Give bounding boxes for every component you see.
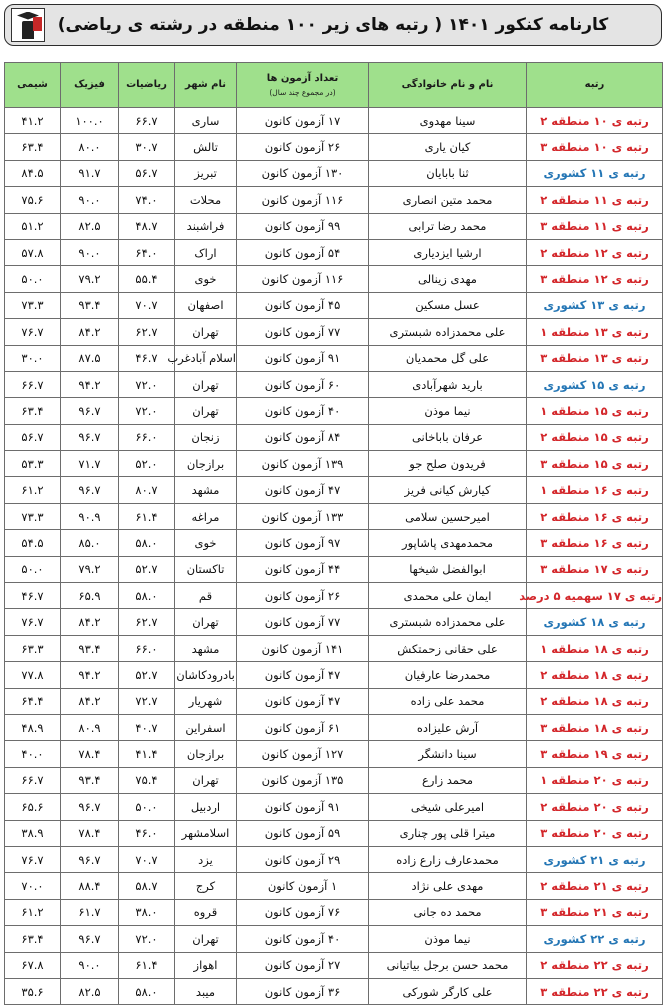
graduate-logo-icon (11, 8, 45, 42)
table-row (5, 820, 663, 846)
exams-cell: ۹۱ آزمون کانون (237, 345, 369, 371)
physics-score-cell: ۹۰.۰ (61, 952, 119, 978)
chem-score-cell: ۷۳.۳ (5, 503, 61, 529)
rank-cell: رتبه ی ۱۸ منطقه ۳ (527, 714, 663, 740)
chem-score-cell: ۴۱.۲ (5, 108, 61, 134)
rank-cell: رتبه ی ۲۱ منطقه ۲ (527, 873, 663, 899)
table-row (5, 530, 663, 556)
exams-cell: ۲۷ آزمون کانون (237, 952, 369, 978)
city-cell: اسفراین (175, 714, 237, 740)
city-cell: تهران (175, 926, 237, 952)
math-score-cell: ۷۲.۷ (119, 688, 175, 714)
physics-score-cell: ۸۸.۴ (61, 873, 119, 899)
name-cell: امیرحسین سلامی (369, 503, 527, 529)
table-row (5, 187, 663, 213)
physics-score-cell: ۸۲.۵ (61, 213, 119, 239)
name-cell: نیما موذن (369, 926, 527, 952)
table-row (5, 108, 663, 134)
exams-cell: ۷۷ آزمون کانون (237, 609, 369, 635)
table-row (5, 662, 663, 688)
exams-cell: ۶۰ آزمون کانون (237, 371, 369, 397)
chem-score-cell: ۷۳.۳ (5, 292, 61, 318)
rank-cell: رتبه ی ۱۵ منطقه ۳ (527, 451, 663, 477)
physics-score-cell: ۹۶.۷ (61, 926, 119, 952)
rank-cell: رتبه ی ۱۲ منطقه ۳ (527, 266, 663, 292)
physics-score-cell: ۱۰۰.۰ (61, 108, 119, 134)
rank-cell: رتبه ی ۲۰ منطقه ۱ (527, 767, 663, 793)
math-score-cell: ۷۰.۷ (119, 292, 175, 318)
name-cell: فریدون صلح جو (369, 451, 527, 477)
chem-score-cell: ۵۴.۵ (5, 530, 61, 556)
math-score-cell: ۶۶.۷ (119, 108, 175, 134)
city-cell: برازجان (175, 451, 237, 477)
name-cell: نیما موذن (369, 398, 527, 424)
chem-score-cell: ۵۷.۸ (5, 239, 61, 265)
table-row (5, 873, 663, 899)
chem-score-cell: ۵۰.۰ (5, 556, 61, 582)
col-physics-header: فیزیک (61, 63, 119, 108)
table-row (5, 714, 663, 740)
table-row (5, 292, 663, 318)
physics-score-cell: ۹۶.۷ (61, 477, 119, 503)
physics-score-cell: ۷۹.۲ (61, 266, 119, 292)
exams-cell: ۴۰ آزمون کانون (237, 926, 369, 952)
col-exams-subtitle: (در مجموع چند سال) (269, 88, 336, 98)
chem-score-cell: ۶۶.۷ (5, 767, 61, 793)
math-score-cell: ۴۶.۰ (119, 820, 175, 846)
table-row (5, 688, 663, 714)
physics-score-cell: ۸۷.۵ (61, 345, 119, 371)
table-row (5, 319, 663, 345)
city-cell: محلات (175, 187, 237, 213)
name-cell: علی حقانی زحمتکش (369, 635, 527, 661)
rank-cell: رتبه ی ۱۹ منطقه ۳ (527, 741, 663, 767)
city-cell: اصفهان (175, 292, 237, 318)
city-cell: ساری (175, 108, 237, 134)
table-row (5, 794, 663, 820)
chem-score-cell: ۴۰.۰ (5, 741, 61, 767)
math-score-cell: ۶۱.۴ (119, 503, 175, 529)
chem-score-cell: ۵۶.۷ (5, 424, 61, 450)
math-score-cell: ۸۰.۷ (119, 477, 175, 503)
physics-score-cell: ۸۴.۲ (61, 319, 119, 345)
exams-cell: ۵۴ آزمون کانون (237, 239, 369, 265)
city-cell: بادرودکاشان (175, 662, 237, 688)
table-row (5, 846, 663, 872)
city-cell: میبد (175, 978, 237, 1004)
physics-score-cell: ۷۹.۲ (61, 556, 119, 582)
chem-score-cell: ۴۸.۹ (5, 714, 61, 740)
exams-cell: ۴۷ آزمون کانون (237, 477, 369, 503)
physics-score-cell: ۹۶.۷ (61, 424, 119, 450)
table-row (5, 213, 663, 239)
exams-cell: ۴۰ آزمون کانون (237, 398, 369, 424)
name-cell: ابوالفضل شیخها (369, 556, 527, 582)
name-cell: محمد حسن برجل بیاتیانی (369, 952, 527, 978)
chem-score-cell: ۵۰.۰ (5, 266, 61, 292)
physics-score-cell: ۹۰.۹ (61, 503, 119, 529)
city-cell: خوی (175, 266, 237, 292)
rank-cell: رتبه ی ۱۶ منطقه ۲ (527, 503, 663, 529)
math-score-cell: ۵۲.۷ (119, 662, 175, 688)
physics-score-cell: ۶۱.۷ (61, 899, 119, 925)
rank-cell: رتبه ی ۱۷ سهمیه ۵ درصد (527, 583, 663, 609)
chem-score-cell: ۵۳.۳ (5, 451, 61, 477)
chem-score-cell: ۶۱.۲ (5, 477, 61, 503)
math-score-cell: ۵۸.۰ (119, 530, 175, 556)
math-score-cell: ۵۲.۰ (119, 451, 175, 477)
physics-score-cell: ۸۰.۹ (61, 714, 119, 740)
city-cell: فراشبند (175, 213, 237, 239)
table-body (5, 108, 663, 1005)
physics-score-cell: ۸۴.۲ (61, 688, 119, 714)
city-cell: مشهد (175, 635, 237, 661)
physics-score-cell: ۷۸.۴ (61, 820, 119, 846)
chem-score-cell: ۷۶.۷ (5, 846, 61, 872)
city-cell: تهران (175, 319, 237, 345)
rank-cell: رتبه ی ۱۵ منطقه ۱ (527, 398, 663, 424)
name-cell: علی گل محمدیان (369, 345, 527, 371)
chem-score-cell: ۶۷.۸ (5, 952, 61, 978)
table-row (5, 741, 663, 767)
city-cell: تبریز (175, 160, 237, 186)
exams-cell: ۸۴ آزمون کانون (237, 424, 369, 450)
math-score-cell: ۷۲.۰ (119, 371, 175, 397)
chem-score-cell: ۶۳.۴ (5, 398, 61, 424)
city-cell: اسلام آبادغرب (175, 345, 237, 371)
name-cell: محمدمهدی پاشاپور (369, 530, 527, 556)
name-cell: محمدرضا عارفیان (369, 662, 527, 688)
physics-score-cell: ۸۰.۰ (61, 134, 119, 160)
table-row (5, 160, 663, 186)
exams-cell: ۲۶ آزمون کانون (237, 583, 369, 609)
table-row (5, 583, 663, 609)
math-score-cell: ۴۶.۷ (119, 345, 175, 371)
math-score-cell: ۵۸.۰ (119, 583, 175, 609)
name-cell: محمد رضا ترابی (369, 213, 527, 239)
math-score-cell: ۷۴.۰ (119, 187, 175, 213)
city-cell: قم (175, 583, 237, 609)
physics-score-cell: ۹۶.۷ (61, 398, 119, 424)
physics-score-cell: ۹۳.۴ (61, 767, 119, 793)
math-score-cell: ۶۴.۰ (119, 239, 175, 265)
chem-score-cell: ۶۳.۴ (5, 926, 61, 952)
exams-cell: ۱ آزمون کانون (237, 873, 369, 899)
exams-cell: ۹۱ آزمون کانون (237, 794, 369, 820)
chem-score-cell: ۶۳.۳ (5, 635, 61, 661)
physics-score-cell: ۸۲.۵ (61, 978, 119, 1004)
name-cell: سینا مهدوی (369, 108, 527, 134)
name-cell: کیارش کیانی فریز (369, 477, 527, 503)
physics-score-cell: ۸۴.۲ (61, 609, 119, 635)
city-cell: مراغه (175, 503, 237, 529)
table-row (5, 899, 663, 925)
rank-cell: رتبه ی ۱۳ کشوری (527, 292, 663, 318)
name-cell: ارشیا ایزدیاری (369, 239, 527, 265)
rank-cell: رتبه ی ۱۶ منطقه ۳ (527, 530, 663, 556)
math-score-cell: ۷۰.۷ (119, 846, 175, 872)
chem-score-cell: ۸۴.۵ (5, 160, 61, 186)
physics-score-cell: ۷۱.۷ (61, 451, 119, 477)
table-row (5, 371, 663, 397)
math-score-cell: ۶۲.۷ (119, 609, 175, 635)
physics-score-cell: ۷۸.۴ (61, 741, 119, 767)
exams-cell: ۲۹ آزمون کانون (237, 846, 369, 872)
exams-cell: ۱۳۹ آزمون کانون (237, 451, 369, 477)
table-row (5, 424, 663, 450)
rank-cell: رتبه ی ۱۱ منطقه ۲ (527, 187, 663, 213)
rank-cell: رتبه ی ۲۰ منطقه ۳ (527, 820, 663, 846)
rank-cell: رتبه ی ۱۵ منطقه ۲ (527, 424, 663, 450)
math-score-cell: ۶۶.۰ (119, 635, 175, 661)
city-cell: قروه (175, 899, 237, 925)
name-cell: ثنا بابایان (369, 160, 527, 186)
chem-score-cell: ۳۸.۹ (5, 820, 61, 846)
city-cell: تهران (175, 371, 237, 397)
city-cell: برازجان (175, 741, 237, 767)
rank-cell: رتبه ی ۲۱ منطقه ۳ (527, 899, 663, 925)
exams-cell: ۱۱۶ آزمون کانون (237, 266, 369, 292)
name-cell: آرش علیزاده (369, 714, 527, 740)
math-score-cell: ۶۶.۰ (119, 424, 175, 450)
col-chem-header: شیمی (5, 63, 61, 108)
exams-cell: ۶۱ آزمون کانون (237, 714, 369, 740)
city-cell: شهریار (175, 688, 237, 714)
math-score-cell: ۶۲.۷ (119, 319, 175, 345)
name-cell: عرفان باباخانی (369, 424, 527, 450)
city-cell: تهران (175, 398, 237, 424)
chem-score-cell: ۶۶.۷ (5, 371, 61, 397)
name-cell: علی محمدزاده شبستری (369, 609, 527, 635)
table-row (5, 134, 663, 160)
table-row (5, 952, 663, 978)
exams-cell: ۷۷ آزمون کانون (237, 319, 369, 345)
physics-score-cell: ۹۳.۴ (61, 635, 119, 661)
physics-score-cell: ۹۰.۰ (61, 187, 119, 213)
exams-cell: ۹۷ آزمون کانون (237, 530, 369, 556)
table-row (5, 266, 663, 292)
city-cell: اسلامشهر (175, 820, 237, 846)
math-score-cell: ۵۶.۷ (119, 160, 175, 186)
exams-cell: ۲۶ آزمون کانون (237, 134, 369, 160)
col-rank-header: رتبه (527, 63, 663, 108)
name-cell: محمدعارف زارع زاده (369, 846, 527, 872)
name-cell: مهدی زینالی (369, 266, 527, 292)
table-row (5, 451, 663, 477)
chem-score-cell: ۷۵.۶ (5, 187, 61, 213)
name-cell: ایمان علی محمدی (369, 583, 527, 609)
rank-cell: رتبه ی ۱۷ منطقه ۳ (527, 556, 663, 582)
chem-score-cell: ۷۶.۷ (5, 609, 61, 635)
table-row (5, 503, 663, 529)
city-cell: اردبیل (175, 794, 237, 820)
table-row (5, 477, 663, 503)
rank-cell: رتبه ی ۱۳ منطقه ۳ (527, 345, 663, 371)
col-city-header: نام شهر (175, 63, 237, 108)
name-cell: کیان یاری (369, 134, 527, 160)
chem-score-cell: ۴۶.۷ (5, 583, 61, 609)
math-score-cell: ۶۱.۴ (119, 952, 175, 978)
exams-cell: ۴۷ آزمون کانون (237, 662, 369, 688)
rank-cell: رتبه ی ۱۸ منطقه ۱ (527, 635, 663, 661)
rank-cell: رتبه ی ۲۱ کشوری (527, 846, 663, 872)
table-row (5, 345, 663, 371)
exams-cell: ۱۳۰ آزمون کانون (237, 160, 369, 186)
physics-score-cell: ۹۳.۴ (61, 292, 119, 318)
col-math-header: ریاضیات (119, 63, 175, 108)
chem-score-cell: ۳۰.۰ (5, 345, 61, 371)
rank-cell: رتبه ی ۱۲ منطقه ۲ (527, 239, 663, 265)
math-score-cell: ۷۲.۰ (119, 398, 175, 424)
city-cell: کرج (175, 873, 237, 899)
name-cell: علی کارگر شورکی (369, 978, 527, 1004)
name-cell: محمد علی زاده (369, 688, 527, 714)
col-exams-header (237, 63, 369, 108)
rank-cell: رتبه ی ۱۸ منطقه ۲ (527, 662, 663, 688)
physics-score-cell: ۹۰.۰ (61, 239, 119, 265)
physics-score-cell: ۹۶.۷ (61, 794, 119, 820)
city-cell: تالش (175, 134, 237, 160)
chem-score-cell: ۶۳.۴ (5, 134, 61, 160)
math-score-cell: ۵۵.۴ (119, 266, 175, 292)
rank-cell: رتبه ی ۱۰ منطقه ۲ (527, 108, 663, 134)
exams-cell: ۹۹ آزمون کانون (237, 213, 369, 239)
table-row (5, 767, 663, 793)
exams-cell: ۱۴۱ آزمون کانون (237, 635, 369, 661)
rank-cell: رتبه ی ۱۰ منطقه ۳ (527, 134, 663, 160)
city-cell: یزد (175, 846, 237, 872)
rank-cell: رتبه ی ۱۸ منطقه ۲ (527, 688, 663, 714)
name-cell: عسل مسکین (369, 292, 527, 318)
table-header-row (5, 63, 663, 108)
math-score-cell: ۳۰.۷ (119, 134, 175, 160)
physics-score-cell: ۹۴.۲ (61, 371, 119, 397)
rank-cell: رتبه ی ۱۱ کشوری (527, 160, 663, 186)
rank-cell: رتبه ی ۲۲ کشوری (527, 926, 663, 952)
table-row (5, 239, 663, 265)
city-cell: اراک (175, 239, 237, 265)
table-row (5, 978, 663, 1004)
chem-score-cell: ۶۴.۴ (5, 688, 61, 714)
chem-score-cell: ۷۷.۸ (5, 662, 61, 688)
chem-score-cell: ۷۶.۷ (5, 319, 61, 345)
math-score-cell: ۷۲.۰ (119, 926, 175, 952)
table-row (5, 398, 663, 424)
city-cell: تهران (175, 767, 237, 793)
name-cell: بارید شهرآبادی (369, 371, 527, 397)
city-cell: تهران (175, 609, 237, 635)
math-score-cell: ۴۰.۷ (119, 714, 175, 740)
exams-cell: ۴۷ آزمون کانون (237, 688, 369, 714)
chem-score-cell: ۳۵.۶ (5, 978, 61, 1004)
chem-score-cell: ۵۱.۲ (5, 213, 61, 239)
exams-cell: ۱۳۵ آزمون کانون (237, 767, 369, 793)
rank-cell: رتبه ی ۱۱ منطقه ۳ (527, 213, 663, 239)
city-cell: زنجان (175, 424, 237, 450)
col-name-header: نام و نام خانوادگی (369, 63, 527, 108)
name-cell: سینا دانشگر (369, 741, 527, 767)
rank-cell: رتبه ی ۲۲ منطقه ۲ (527, 952, 663, 978)
physics-score-cell: ۹۴.۲ (61, 662, 119, 688)
rank-cell: رتبه ی ۱۳ منطقه ۱ (527, 319, 663, 345)
exams-cell: ۳۶ آزمون کانون (237, 978, 369, 1004)
chem-score-cell: ۷۰.۰ (5, 873, 61, 899)
rank-cell: رتبه ی ۱۸ کشوری (527, 609, 663, 635)
city-cell: مشهد (175, 477, 237, 503)
math-score-cell: ۵۲.۷ (119, 556, 175, 582)
table-row (5, 556, 663, 582)
col-exams-title: تعداد آزمون ها (266, 72, 339, 84)
table-row (5, 609, 663, 635)
city-cell: خوی (175, 530, 237, 556)
physics-score-cell: ۹۶.۷ (61, 846, 119, 872)
table-row (5, 926, 663, 952)
chem-score-cell: ۶۵.۶ (5, 794, 61, 820)
results-table (4, 62, 663, 1005)
name-cell: مهدی علی نژاد (369, 873, 527, 899)
exams-cell: ۵۹ آزمون کانون (237, 820, 369, 846)
page-title: کارنامه کنکور ۱۴۰۱ ( رتبه های زیر ۱۰۰ منطقه در رشته ی ریاضی) (57, 15, 609, 35)
exams-cell: ۴۴ آزمون کانون (237, 556, 369, 582)
title-bar (4, 4, 662, 46)
math-score-cell: ۴۱.۴ (119, 741, 175, 767)
name-cell: محمد زارع (369, 767, 527, 793)
name-cell: محمد متین انصاری (369, 187, 527, 213)
rank-cell: رتبه ی ۲۰ منطقه ۲ (527, 794, 663, 820)
exams-cell: ۱۲۷ آزمون کانون (237, 741, 369, 767)
math-score-cell: ۷۵.۴ (119, 767, 175, 793)
exams-cell: ۱۱۶ آزمون کانون (237, 187, 369, 213)
math-score-cell: ۵۸.۰ (119, 978, 175, 1004)
exams-cell: ۱۳۳ آزمون کانون (237, 503, 369, 529)
rank-cell: رتبه ی ۲۲ منطقه ۳ (527, 978, 663, 1004)
chem-score-cell: ۶۱.۲ (5, 899, 61, 925)
physics-score-cell: ۸۵.۰ (61, 530, 119, 556)
name-cell: امیرعلی شیخی (369, 794, 527, 820)
rank-cell: رتبه ی ۱۶ منطقه ۱ (527, 477, 663, 503)
exams-cell: ۴۵ آزمون کانون (237, 292, 369, 318)
table-row (5, 635, 663, 661)
math-score-cell: ۵۰.۰ (119, 794, 175, 820)
exams-cell: ۷۶ آزمون کانون (237, 899, 369, 925)
city-cell: اهواز (175, 952, 237, 978)
math-score-cell: ۵۸.۷ (119, 873, 175, 899)
physics-score-cell: ۶۵.۹ (61, 583, 119, 609)
physics-score-cell: ۹۱.۷ (61, 160, 119, 186)
rank-cell: رتبه ی ۱۵ کشوری (527, 371, 663, 397)
name-cell: میترا قلی پور چناری (369, 820, 527, 846)
math-score-cell: ۳۸.۰ (119, 899, 175, 925)
exams-cell: ۱۷ آزمون کانون (237, 108, 369, 134)
math-score-cell: ۴۸.۷ (119, 213, 175, 239)
name-cell: علی محمدزاده شبستری (369, 319, 527, 345)
name-cell: محمد ده جانی (369, 899, 527, 925)
city-cell: تاکستان (175, 556, 237, 582)
